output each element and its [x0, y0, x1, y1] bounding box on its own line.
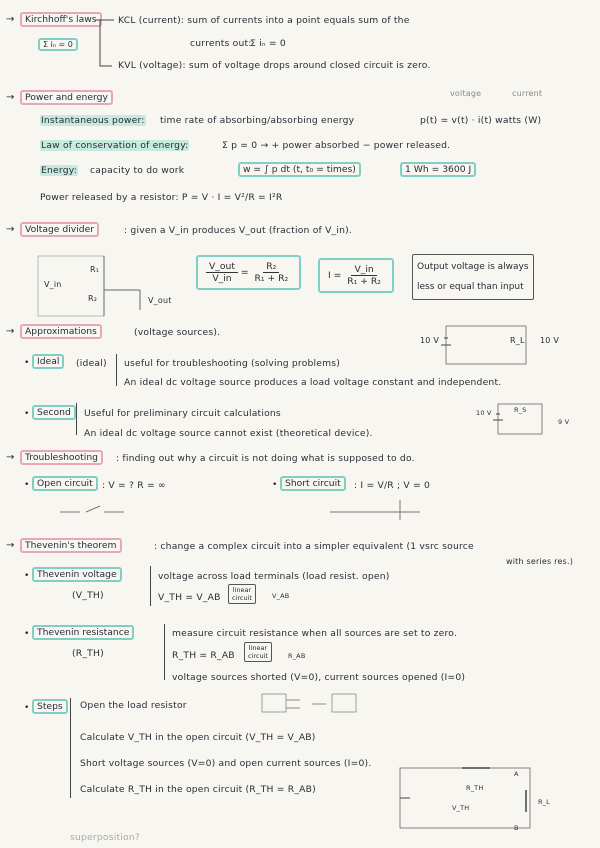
thevenin-voltage-box: linear circuit: [228, 584, 256, 604]
kirchhoff-title: Kirchhoff's laws: [20, 12, 102, 27]
kvl-text: KVL (voltage): sum of voltage drops around closed circuit is zero.: [118, 60, 431, 71]
thevenin-resistance-box: linear circuit: [244, 642, 272, 662]
thevenin-fig-b: B: [514, 824, 519, 832]
bullet-arrow: →: [6, 14, 15, 25]
open-circuit-text: : V = ? R = ∞: [102, 480, 166, 491]
second-line-2: An ideal dc voltage source cannot exist (theoretical device).: [84, 428, 373, 439]
thevenin-resistance-text-2: voltage sources shorted (V=0), current sources opened (I=0): [172, 672, 466, 683]
kcl-formula: Σ iₙ = 0: [250, 38, 286, 49]
energy-unit: 1 Wh = 3600 J: [400, 162, 476, 177]
ideal-fig-r: R_L: [510, 336, 525, 345]
second-fig-r: R_S: [514, 406, 527, 414]
short-circuit-text: : I = V/R ; V = 0: [354, 480, 431, 491]
thevenin-resistance-label: Thevenin resistance: [32, 625, 134, 640]
divider-note: Output voltage is always less or equal than input: [412, 254, 534, 300]
inst-power-label: Instantaneous power:: [41, 115, 145, 126]
steps-label: Steps: [32, 699, 68, 714]
ideal-label: Ideal: [32, 354, 64, 369]
ideal-paren: (ideal): [76, 358, 107, 369]
divider-vout: V_out: [148, 296, 172, 305]
bullet-dot: •: [24, 628, 30, 639]
divider-r2: R₂: [88, 294, 98, 303]
resistor-power-text: Power released by a resistor: P = V · I = V²/R = I²R: [40, 192, 283, 203]
approx-subtitle: (voltage sources).: [134, 327, 221, 338]
bullet-arrow: →: [6, 224, 15, 235]
step-3: Short voltage sources (V=0) and open current sources (I=0).: [80, 758, 372, 769]
second-fig-out: 9 V: [558, 418, 570, 426]
short-circuit-label: Short circuit: [280, 476, 346, 491]
bullet-arrow: →: [6, 326, 15, 337]
thevenin-fig-a: A: [514, 770, 519, 778]
thevenin-title: Thevenin's theorem: [20, 538, 122, 553]
thevenin-voltage-text: voltage across load terminals (load resist. open): [158, 571, 390, 582]
thevenin-resistance-formula: R_TH = R_AB: [172, 650, 235, 661]
bullet-dot: •: [24, 702, 30, 713]
approx-title: Approximations: [20, 324, 102, 339]
kcl-text-2: currents out:: [190, 38, 252, 49]
thevenin-voltage-sym: (V_TH): [72, 590, 104, 601]
thevenin-voltage-vab: V_AB: [272, 592, 290, 600]
second-label: Second: [32, 405, 76, 420]
thevenin-desc-2: with series res.): [506, 557, 574, 566]
divider-title: Voltage divider: [20, 222, 99, 237]
step-2: Calculate V_TH in the open circuit (V_TH = V_AB): [80, 732, 316, 743]
trouble-title: Troubleshooting: [20, 450, 103, 465]
divider-formula-1: $\frac{\text{V\_out}}{V\_in}$ = $\frac{\text{R₂}}{\text{R₁ + R₂}}$: [196, 255, 301, 290]
note-voltage: voltage: [450, 89, 482, 98]
ideal-line-1: useful for troubleshooting (solving problems): [124, 358, 341, 369]
thevenin-resistance-text: measure circuit resistance when all sources are set to zero.: [172, 628, 458, 639]
energy-label: Energy:: [41, 165, 77, 176]
thevenin-desc: : change a complex circuit into a simpler equivalent (1 vsrc source: [154, 541, 474, 552]
thevenin-resistance-rab: R_AB: [288, 652, 306, 660]
divider-r1: R₁: [90, 265, 100, 274]
conservation-text: Σ p = 0 → + power absorbed − power released.: [222, 140, 451, 151]
footer-note: superposition?: [70, 832, 140, 843]
ideal-line-2: An ideal dc voltage source produces a load voltage constant and independent.: [124, 377, 502, 388]
conservation-label: Law of conservation of energy:: [41, 140, 189, 151]
inst-power-text: time rate of absorbing/absorbing energy: [160, 115, 355, 126]
divider-formula-2: I = $\frac{V\_in}{\text{R₁ + R₂}}$: [318, 258, 394, 293]
thevenin-voltage-formula: V_TH = V_AB: [158, 592, 221, 603]
second-line-1: Useful for preliminary circuit calculations: [84, 408, 281, 419]
step-1: Open the load resistor: [80, 700, 187, 711]
inst-power-formula: p(t) = v(t) · i(t) watts (W): [420, 115, 542, 126]
energy-formula: w = ∫ p dt (t, t₀ = times): [238, 162, 361, 177]
bullet-dot: •: [24, 357, 30, 368]
thevenin-voltage-label: Thevenin voltage: [32, 567, 122, 582]
divider-vin: V_in: [44, 280, 62, 289]
energy-text: capacity to do work: [90, 165, 185, 176]
note-current: current: [512, 89, 543, 98]
thevenin-resistance-sym: (R_TH): [72, 648, 104, 659]
power-title: Power and energy: [20, 90, 113, 105]
thevenin-fig-rl: R_L: [538, 798, 550, 806]
bullet-arrow: →: [6, 92, 15, 103]
ideal-fig-v: 10 V: [420, 336, 439, 345]
bullet-dot: •: [24, 479, 30, 490]
kirchhoff-formula-box: Σ iₙ = 0: [38, 38, 78, 51]
ideal-fig-out: 10 V: [540, 336, 559, 345]
bullet-dot: •: [24, 570, 30, 581]
open-circuit-label: Open circuit: [32, 476, 98, 491]
trouble-desc: : finding out why a circuit is not doing what is supposed to do.: [116, 453, 415, 464]
bullet-arrow: →: [6, 540, 15, 551]
bullet-dot: •: [272, 479, 278, 490]
step-4: Calculate R_TH in the open circuit (R_TH = R_AB): [80, 784, 316, 795]
bullet-dot: •: [24, 408, 30, 419]
bullet-arrow: →: [6, 452, 15, 463]
second-fig-v: 10 V: [476, 409, 492, 417]
divider-desc: : given a V_in produces V_out (fraction of V_in).: [124, 225, 353, 236]
thevenin-fig-vth: V_TH: [452, 804, 470, 812]
kcl-text: KCL (current): sum of currents into a point equals sum of the: [118, 15, 410, 26]
thevenin-fig-rth: R_TH: [466, 784, 484, 792]
